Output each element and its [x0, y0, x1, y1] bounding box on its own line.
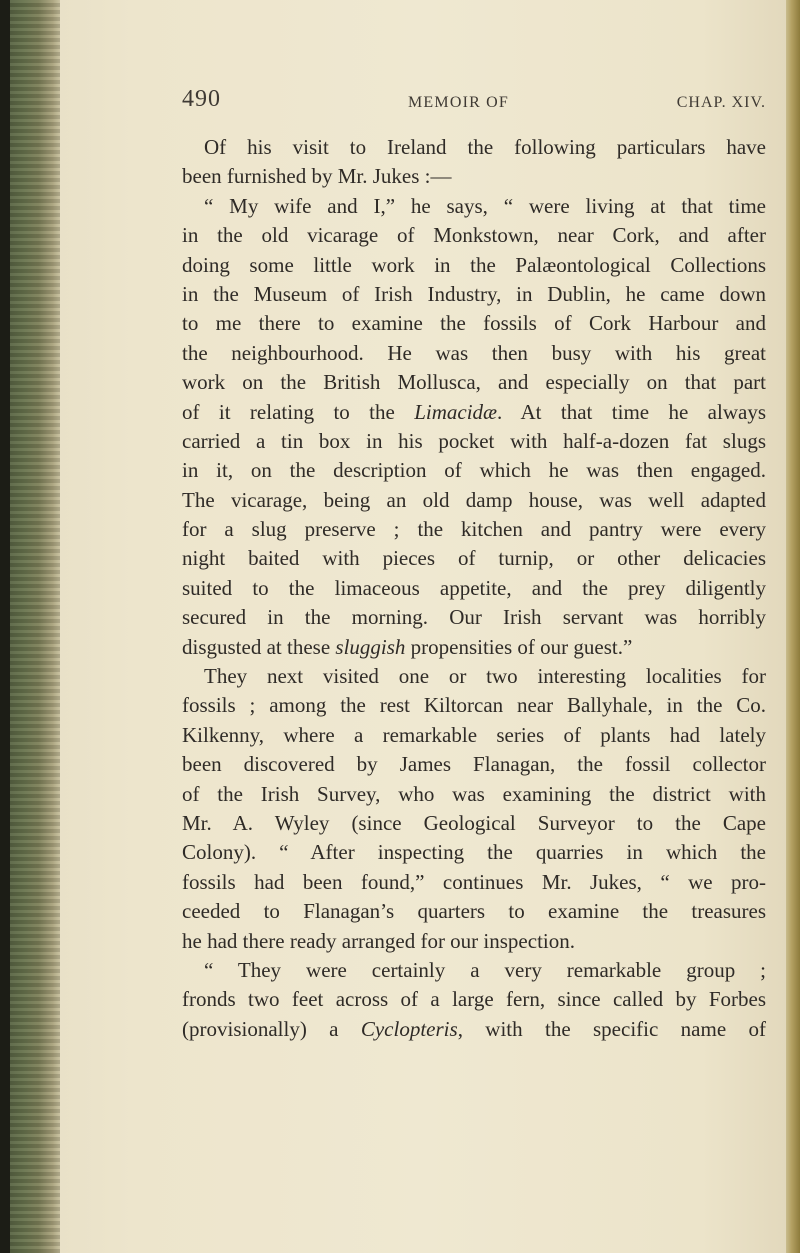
italic-term: sluggish — [335, 634, 406, 659]
text-line: of it relating to the Limacidæ. At that time he always — [182, 399, 766, 424]
text-line: in it, on the description of which he was then engaged. — [182, 458, 766, 483]
text-line: Mr. A. Wyley (since Geological Surveyor to the Cape — [182, 810, 766, 835]
text-line: he had there ready arranged for our inspection. — [182, 928, 575, 953]
text-line: Colony). “ After inspecting the quarries in which the — [182, 840, 766, 865]
text-line: The vicarage, being an old damp house, was well adapted — [182, 487, 766, 512]
text-line: Of his visit to Ireland the following particulars have — [204, 135, 766, 159]
text-line: They next visited one or two interesting localities for — [204, 664, 766, 689]
text-line: secured in the morning. Our Irish servant was horribly — [182, 605, 766, 630]
text-line: night baited with pieces of turnip, or other delicacies — [182, 546, 766, 571]
text-line: ceeded to Flanagan’s quarters to examine the treasures — [182, 899, 766, 924]
text-line: “ My wife and I,” he says, “ were living at that time — [204, 193, 766, 218]
text-line: been furnished by Mr. Jukes :— — [182, 164, 452, 189]
running-title: MEMOIR OF — [408, 94, 510, 111]
text-line: fossils had been found,” continues Mr. Jukes, “ we pro- — [182, 869, 766, 894]
text-line: for a slug preserve ; the kitchen and pantry were every — [182, 517, 766, 542]
italic-term: Limacidæ — [414, 399, 498, 424]
running-head — [182, 86, 766, 120]
text-line: doing some little work in the Palæontological Collections — [182, 252, 766, 277]
book-binding-edge — [0, 0, 64, 1253]
text-line: work on the British Mollusca, and especially on that part — [182, 370, 766, 395]
page-number: 490 — [182, 86, 221, 112]
spine-shadow — [0, 0, 10, 1253]
text-line: carried a tin box in his pocket with half-a-dozen fat slugs — [182, 428, 766, 453]
italic-term: Cyclopteris — [360, 1016, 458, 1041]
text-line: in the Museum of Irish Industry, in Dublin, he came down — [182, 281, 766, 306]
text-line: fronds two feet across of a large fern, since called by Forbes — [182, 987, 766, 1012]
chapter-label: CHAP. XIV. — [676, 94, 766, 111]
text-line: Kilkenny, where a remarkable series of plants had lately — [182, 722, 766, 747]
text-line: in the old vicarage of Monkstown, near Cork, and after — [182, 223, 766, 248]
text-line: “ They were certainly a very remarkable group ; — [204, 957, 766, 982]
page-edge-right — [786, 0, 800, 1253]
text-line: (provisionally) a Cyclopteris, with the specific name of — [182, 1016, 766, 1041]
body-text — [182, 133, 766, 1044]
text-line: the neighbourhood. He was then busy with his great — [182, 340, 766, 365]
text-line: of the Irish Survey, who was examining the district with — [182, 781, 766, 806]
text-line: suited to the limaceous appetite, and the prey diligently — [182, 575, 766, 600]
text-line: disgusted at these sluggish propensities of our guest.” — [182, 634, 633, 659]
text-line: fossils ; among the rest Kiltorcan near Ballyhale, in the Co. — [182, 693, 766, 718]
text-line: to me there to examine the fossils of Cork Harbour and — [182, 311, 766, 336]
text-line: been discovered by James Flanagan, the fossil collector — [182, 752, 766, 777]
